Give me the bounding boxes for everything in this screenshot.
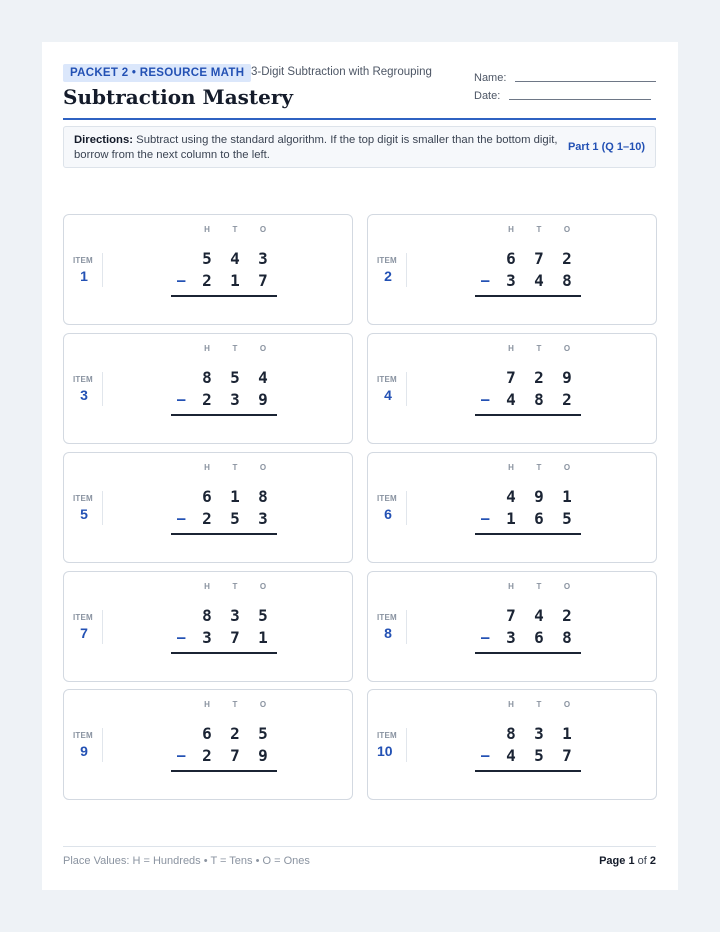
minuend-digit: 8 bbox=[202, 606, 212, 625]
minus-sign: – bbox=[481, 392, 490, 408]
answer-line[interactable] bbox=[475, 652, 581, 654]
minuend-digit: 2 bbox=[562, 249, 572, 268]
minuend-digit: 2 bbox=[562, 606, 572, 625]
subtrahend-digit: 1 bbox=[258, 628, 268, 647]
subtrahend-digit: 6 bbox=[534, 628, 544, 647]
item-divider bbox=[102, 253, 103, 287]
item-label: ITEM bbox=[73, 375, 93, 384]
subtrahend-digit: 5 bbox=[534, 746, 544, 765]
place-header: O bbox=[259, 582, 267, 591]
place-header: T bbox=[232, 344, 238, 353]
item-label: ITEM bbox=[377, 613, 397, 622]
minuend-digit: 3 bbox=[258, 249, 268, 268]
subtrahend-digit: 8 bbox=[534, 390, 544, 409]
place-header: T bbox=[232, 700, 238, 709]
subtrahend-digit: 6 bbox=[534, 509, 544, 528]
minuend-digit: 5 bbox=[202, 249, 212, 268]
minuend-digit: 6 bbox=[202, 487, 212, 506]
item-number: 1 bbox=[80, 268, 88, 284]
item-divider bbox=[102, 491, 103, 525]
minus-sign: – bbox=[177, 511, 186, 527]
place-header: T bbox=[536, 463, 542, 472]
minuend-digit: 8 bbox=[506, 724, 516, 743]
subtrahend-digit: 4 bbox=[506, 390, 516, 409]
item-label: ITEM bbox=[73, 256, 93, 265]
minuend-digit: 1 bbox=[562, 487, 572, 506]
subtrahend-digit: 3 bbox=[230, 390, 240, 409]
minuend-digit: 9 bbox=[534, 487, 544, 506]
place-header: H bbox=[508, 344, 514, 353]
minuend-digit: 4 bbox=[258, 368, 268, 387]
problem-card bbox=[367, 214, 657, 325]
place-header: O bbox=[563, 344, 571, 353]
date-field[interactable] bbox=[474, 90, 500, 102]
place-header: T bbox=[536, 582, 542, 591]
minuend-digit: 6 bbox=[202, 724, 212, 743]
minuend-digit: 2 bbox=[534, 368, 544, 387]
problem-card bbox=[63, 571, 353, 682]
place-header: H bbox=[204, 344, 210, 353]
directions-box bbox=[63, 126, 656, 168]
footer bbox=[63, 846, 656, 876]
minuend-digit: 6 bbox=[506, 249, 516, 268]
minuend-digit: 7 bbox=[506, 368, 516, 387]
minus-sign: – bbox=[177, 748, 186, 764]
item-label: ITEM bbox=[73, 731, 93, 740]
subtrahend-digit: 9 bbox=[258, 746, 268, 765]
subtrahend-digit: 7 bbox=[562, 746, 572, 765]
answer-line[interactable] bbox=[475, 414, 581, 416]
place-header: H bbox=[204, 463, 210, 472]
worksheet-page bbox=[42, 42, 678, 890]
minus-sign: – bbox=[177, 392, 186, 408]
worksheet-header bbox=[63, 62, 656, 120]
subtrahend-digit: 2 bbox=[202, 390, 212, 409]
minus-sign: – bbox=[177, 630, 186, 646]
place-header: T bbox=[536, 225, 542, 234]
item-number: 9 bbox=[80, 743, 88, 759]
part-label: Part 1 (Q 1–10) bbox=[567, 141, 645, 153]
subtrahend-digit: 2 bbox=[202, 509, 212, 528]
page-indicator bbox=[599, 855, 656, 867]
answer-line[interactable] bbox=[475, 295, 581, 297]
item-divider bbox=[102, 610, 103, 644]
place-header: H bbox=[204, 582, 210, 591]
worksheet-subtitle: 3-Digit Subtraction with Regrouping bbox=[251, 66, 432, 78]
item-divider bbox=[406, 610, 407, 644]
item-label: ITEM bbox=[377, 375, 397, 384]
place-value-legend: Place Values: H = Hundreds • T = Tens • O = Ones bbox=[63, 855, 310, 867]
place-header: H bbox=[508, 225, 514, 234]
subtrahend-digit: 4 bbox=[506, 746, 516, 765]
problem-card bbox=[367, 571, 657, 682]
place-header: H bbox=[508, 700, 514, 709]
subtrahend-digit: 5 bbox=[562, 509, 572, 528]
minuend-digit: 2 bbox=[230, 724, 240, 743]
name-line bbox=[515, 81, 656, 82]
item-label: ITEM bbox=[377, 731, 397, 740]
minuend-digit: 7 bbox=[506, 606, 516, 625]
item-number: 10 bbox=[377, 743, 393, 759]
item-number: 6 bbox=[384, 506, 392, 522]
place-header: O bbox=[563, 700, 571, 709]
subtrahend-digit: 7 bbox=[258, 271, 268, 290]
answer-line[interactable] bbox=[475, 533, 581, 535]
subtrahend-digit: 9 bbox=[258, 390, 268, 409]
minuend-digit: 4 bbox=[534, 606, 544, 625]
directions-text bbox=[74, 133, 564, 162]
subtrahend-digit: 8 bbox=[562, 271, 572, 290]
page-of: of bbox=[637, 855, 647, 867]
minuend-digit: 8 bbox=[202, 368, 212, 387]
place-header: O bbox=[259, 700, 267, 709]
answer-line[interactable] bbox=[171, 414, 277, 416]
name-field[interactable] bbox=[474, 72, 506, 84]
item-number: 3 bbox=[80, 387, 88, 403]
minuend-digit: 3 bbox=[534, 724, 544, 743]
place-header: H bbox=[204, 700, 210, 709]
subtrahend-digit: 3 bbox=[506, 628, 516, 647]
minuend-digit: 1 bbox=[562, 724, 572, 743]
date-line bbox=[509, 99, 651, 100]
subtrahend-digit: 4 bbox=[534, 271, 544, 290]
subtrahend-digit: 3 bbox=[258, 509, 268, 528]
place-header: H bbox=[508, 463, 514, 472]
problem-card bbox=[367, 452, 657, 563]
item-label: ITEM bbox=[73, 613, 93, 622]
page-current: 1 bbox=[628, 855, 635, 867]
item-number: 4 bbox=[384, 387, 392, 403]
directions-body: Subtract using the standard algorithm. If the top digit is smaller than the bottom digit, borrow from the next column to the left. bbox=[74, 134, 558, 161]
page-total: 2 bbox=[649, 855, 656, 867]
item-number: 2 bbox=[384, 268, 392, 284]
problem-card bbox=[367, 333, 657, 444]
item-divider bbox=[406, 728, 407, 762]
item-number: 7 bbox=[80, 625, 88, 641]
packet-badge: PACKET 2 • RESOURCE MATH bbox=[63, 64, 251, 82]
minuend-digit: 4 bbox=[506, 487, 516, 506]
subtrahend-digit: 1 bbox=[506, 509, 516, 528]
place-header: O bbox=[259, 225, 267, 234]
place-header: H bbox=[204, 225, 210, 234]
subtrahend-digit: 1 bbox=[230, 271, 240, 290]
minuend-digit: 5 bbox=[230, 368, 240, 387]
item-label: ITEM bbox=[377, 256, 397, 265]
item-number: 5 bbox=[80, 506, 88, 522]
minuend-digit: 5 bbox=[258, 606, 268, 625]
problem-card bbox=[63, 333, 353, 444]
item-divider bbox=[406, 372, 407, 406]
minus-sign: – bbox=[481, 511, 490, 527]
minuend-digit: 5 bbox=[258, 724, 268, 743]
name-label: Name: bbox=[474, 72, 507, 84]
minus-sign: – bbox=[481, 630, 490, 646]
place-header: T bbox=[536, 700, 542, 709]
item-number: 8 bbox=[384, 625, 392, 641]
subtrahend-digit: 2 bbox=[202, 271, 212, 290]
subtrahend-digit: 3 bbox=[506, 271, 516, 290]
minuend-digit: 8 bbox=[258, 487, 268, 506]
minus-sign: – bbox=[481, 273, 490, 289]
problem-card bbox=[367, 689, 657, 800]
place-header: T bbox=[232, 463, 238, 472]
date-label: Date: bbox=[474, 90, 501, 102]
minuend-digit: 7 bbox=[534, 249, 544, 268]
subtrahend-digit: 7 bbox=[230, 746, 240, 765]
subtrahend-digit: 2 bbox=[562, 390, 572, 409]
page-title: Subtraction Mastery bbox=[63, 85, 294, 109]
answer-line[interactable] bbox=[171, 533, 277, 535]
page-prefix: Page bbox=[599, 855, 626, 867]
subtrahend-digit: 2 bbox=[202, 746, 212, 765]
place-header: O bbox=[563, 582, 571, 591]
item-divider bbox=[406, 491, 407, 525]
minuend-digit: 3 bbox=[230, 606, 240, 625]
place-header: T bbox=[536, 344, 542, 353]
subtrahend-digit: 8 bbox=[562, 628, 572, 647]
minuend-digit: 9 bbox=[562, 368, 572, 387]
problem-card bbox=[63, 452, 353, 563]
problem-card bbox=[63, 689, 353, 800]
answer-line[interactable] bbox=[171, 652, 277, 654]
minuend-digit: 1 bbox=[230, 487, 240, 506]
place-header: T bbox=[232, 225, 238, 234]
answer-line[interactable] bbox=[171, 770, 277, 772]
item-divider bbox=[102, 372, 103, 406]
place-header: O bbox=[563, 463, 571, 472]
place-header: O bbox=[259, 463, 267, 472]
item-label: ITEM bbox=[377, 494, 397, 503]
subtrahend-digit: 5 bbox=[230, 509, 240, 528]
place-header: T bbox=[232, 582, 238, 591]
item-divider bbox=[102, 728, 103, 762]
directions-label: Directions: bbox=[74, 134, 134, 146]
subtrahend-digit: 3 bbox=[202, 628, 212, 647]
minuend-digit: 4 bbox=[230, 249, 240, 268]
problem-card bbox=[63, 214, 353, 325]
minus-sign: – bbox=[177, 273, 186, 289]
place-header: O bbox=[563, 225, 571, 234]
minus-sign: – bbox=[481, 748, 490, 764]
place-header: O bbox=[259, 344, 267, 353]
answer-line[interactable] bbox=[171, 295, 277, 297]
item-label: ITEM bbox=[73, 494, 93, 503]
place-header: H bbox=[508, 582, 514, 591]
subtrahend-digit: 7 bbox=[230, 628, 240, 647]
answer-line[interactable] bbox=[475, 770, 581, 772]
item-divider bbox=[406, 253, 407, 287]
